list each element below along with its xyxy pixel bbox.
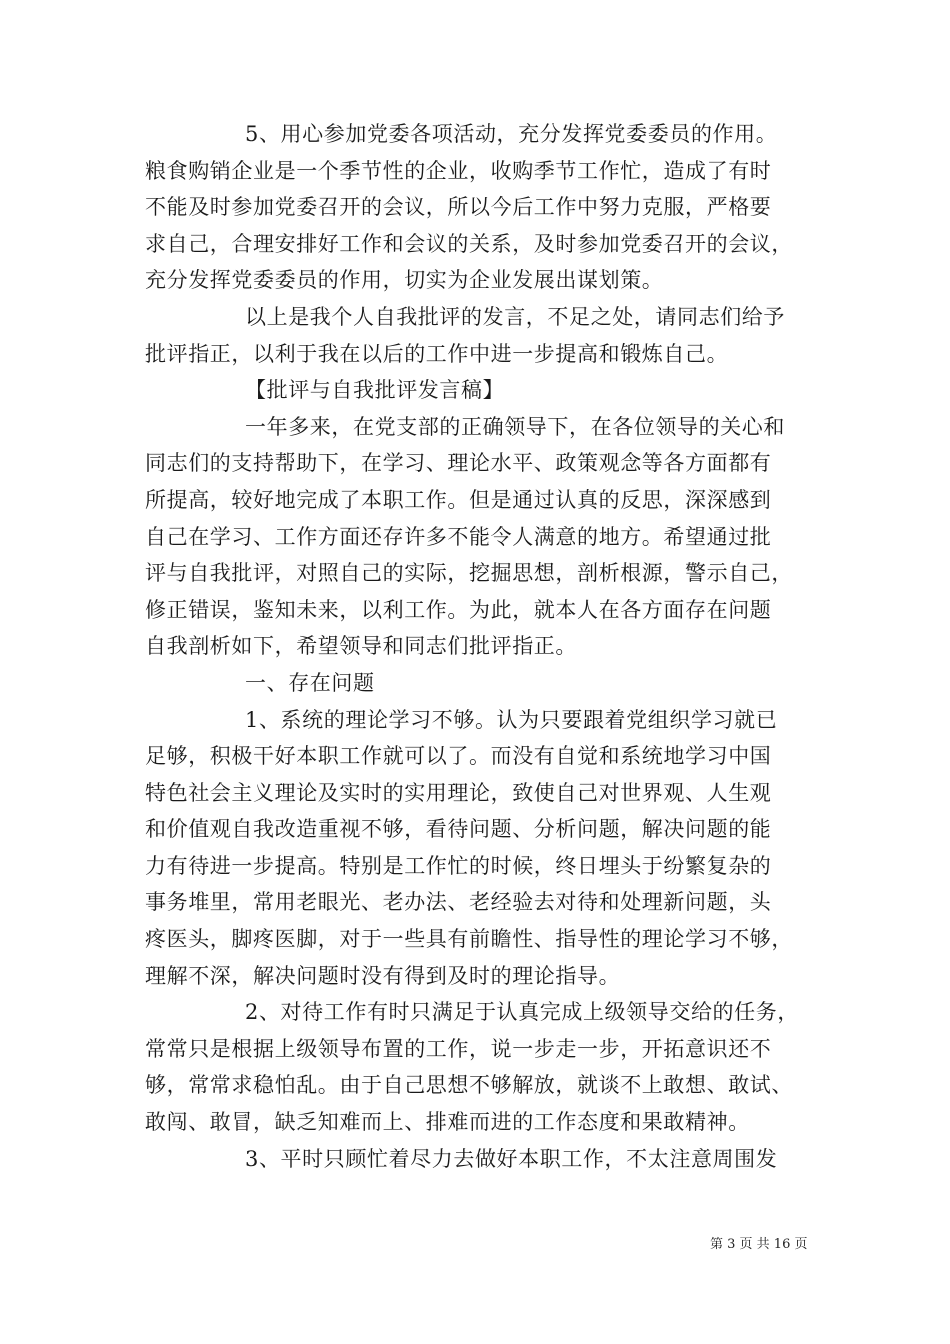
subsection-heading: 一、存在问题 xyxy=(245,670,375,695)
text-line: 同志们的支持帮助下，在学习、理论水平、政策观念等各方面都有 xyxy=(145,451,772,476)
text-line: 够，常常求稳怕乱。由于自己思想不够解放，就谈不上敢想、敢试、 xyxy=(145,1073,793,1098)
text-line: 3、平时只顾忙着尽力去做好本职工作，不太注意周围发 xyxy=(245,1146,778,1171)
text-line: 求自己，合理安排好工作和会议的关系，及时参加党委召开的会议， xyxy=(145,231,793,256)
text-line: 2、对待工作有时只满足于认真完成上级领导交给的任务， xyxy=(245,1000,799,1025)
text-line: 批评指正，以利于我在以后的工作中进一步提高和锻炼自己。 xyxy=(145,341,729,366)
text-line: 力有待进一步提高。特别是工作忙的时候，终日埋头于纷繁复杂的 xyxy=(145,853,772,878)
text-line: 特色社会主义理论及实时的实用理论，致使自己对世界观、人生观 xyxy=(145,780,772,805)
page-number-footer: 第 3 页 共 16 页 xyxy=(710,1237,808,1252)
text-line: 自己在学习、工作方面还存许多不能令人满意的地方。希望通过批 xyxy=(145,524,772,549)
text-line: 自我剖析如下，希望领导和同志们批评指正。 xyxy=(145,634,577,659)
document-body xyxy=(145,116,810,1177)
text-line: 事务堆里，常用老眼光、老办法、老经验去对待和处理新问题，头 xyxy=(145,890,772,915)
text-line: 以上是我个人自我批评的发言，不足之处，请同志们给予 xyxy=(245,304,785,329)
text-line: 常常只是根据上级领导布置的工作，说一步走一步，开拓意识还不 xyxy=(145,1036,772,1061)
text-line: 所提高，较好地完成了本职工作。但是通过认真的反思，深深感到 xyxy=(145,487,772,512)
text-line: 理解不深，解决问题时没有得到及时的理论指导。 xyxy=(145,963,621,988)
text-line: 粮食购销企业是一个季节性的企业，收购季节工作忙，造成了有时 xyxy=(145,158,772,183)
text-line: 充分发挥党委委员的作用，切实为企业发展出谋划策。 xyxy=(145,268,664,293)
text-line: 敢闯、敢冒，缺乏知难而上、排难而进的工作态度和果敢精神。 xyxy=(145,1110,750,1135)
text-line: 不能及时参加党委召开的会议，所以今后工作中努力克服，严格要 xyxy=(145,195,772,220)
text-line: 5、用心参加党委各项活动，充分发挥党委委员的作用。 xyxy=(245,122,778,146)
text-line: 修正错误，鉴知未来，以利工作。为此，就本人在各方面存在问题 xyxy=(145,597,772,622)
text-line: 和价值观自我改造重视不够，看待问题、分析问题，解决问题的能 xyxy=(145,817,772,842)
text-line: 疼医头，脚疼医脚，对于一些具有前瞻性、指导性的理论学习不够， xyxy=(145,927,793,952)
text-line: 足够，积极干好本职工作就可以了。而没有自觉和系统地学习中国 xyxy=(145,744,772,769)
text-line: 一年多来，在党支部的正确领导下，在各位领导的关心和 xyxy=(245,414,785,439)
text-line: 1、系统的理论学习不够。认为只要跟着党组织学习就已 xyxy=(245,707,778,732)
section-heading: 【批评与自我批评发言稿】 xyxy=(245,378,505,403)
text-line: 评与自我批评，对照自己的实际，挖掘思想，剖析根源，警示自己， xyxy=(145,561,793,586)
